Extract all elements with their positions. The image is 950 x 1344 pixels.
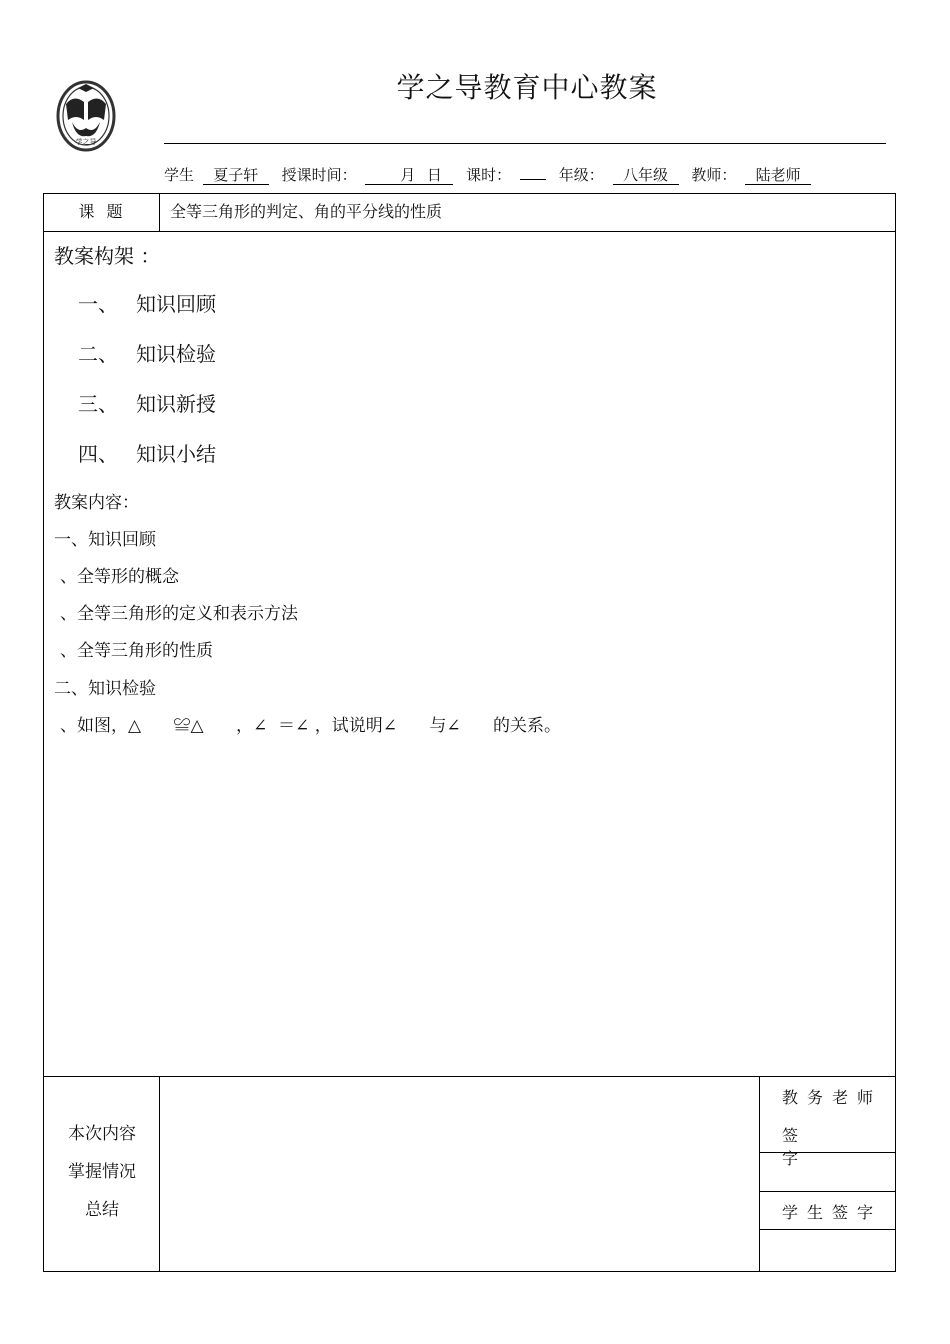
student-label: 学生 [164,166,195,184]
check-question: 、如图，△ ≌△ ，∠ ＝∠ ，试说明∠ 与∠ 的关系。 [60,716,562,736]
title-divider [164,143,886,144]
admin-sign-label-line2: 签字 [782,1126,851,1168]
admin-sign-label-line1: 教务老师 [782,1088,883,1107]
time-day: 日 [426,166,442,184]
topic-label: 课题 [44,194,160,231]
framework-item-num: 一、 [78,292,118,316]
summary-row [44,1076,895,1271]
logo-text: 学之导 [75,138,97,146]
admin-sign-label-cell [760,1077,895,1168]
admin-signature-field[interactable] [760,1153,895,1192]
teacher-value: 陆老师 [745,167,811,185]
review-item: 、全等三角形的定义和表示方法 [60,604,298,624]
framework-item [78,388,216,417]
time-month: 月 [400,166,416,184]
framework-item-text: 知识新授 [136,392,216,416]
framework-item-num: 二、 [78,342,118,366]
hours-value [520,179,546,180]
student-value: 夏子轩 [203,167,269,185]
review-item: 、全等三角形的性质 [60,641,213,661]
review-item: 、全等形的概念 [60,567,179,587]
lesson-plan-table [43,193,896,1272]
student-sign-label-cell [760,1192,895,1230]
framework-item [78,288,216,317]
signature-column [759,1077,895,1271]
lesson-content-cell [44,232,895,1076]
framework-title: 教案构架 ： [54,244,161,268]
framework-item [78,438,216,467]
student-signature-field[interactable] [760,1230,895,1271]
student-sign-label: 学生签字 [782,1203,883,1222]
framework-item-text: 知识小结 [136,442,216,466]
teacher-label: 教师： [691,166,737,184]
summary-label-line: 掌握情况 [68,1162,136,1182]
grade-value: 八年级 [613,167,679,185]
section-heading-check: 二、知识检验 [54,679,156,699]
content-title: 教案内容： [54,493,139,513]
summary-label-cell [44,1077,160,1271]
grade-label: 年级： [558,166,604,184]
topic-row [44,194,895,232]
framework-item-text: 知识检验 [136,342,216,366]
lesson-info-row [164,164,819,185]
framework-item-num: 三、 [78,392,118,416]
framework-item [78,338,216,367]
hours-label: 课时： [466,166,512,184]
topic-value: 全等三角形的判定、角的平分线的性质 [170,202,443,221]
time-value [365,167,453,185]
summary-label-line: 本次内容 [68,1124,136,1144]
framework-item-num: 四、 [78,442,118,466]
time-label: 授课时间： [281,166,357,184]
page-title: 学之导教育中心教案 [396,71,658,104]
framework-item-text: 知识回顾 [136,292,216,316]
section-heading-review: 一、知识回顾 [54,530,156,550]
summary-label-line: 总结 [85,1200,119,1220]
